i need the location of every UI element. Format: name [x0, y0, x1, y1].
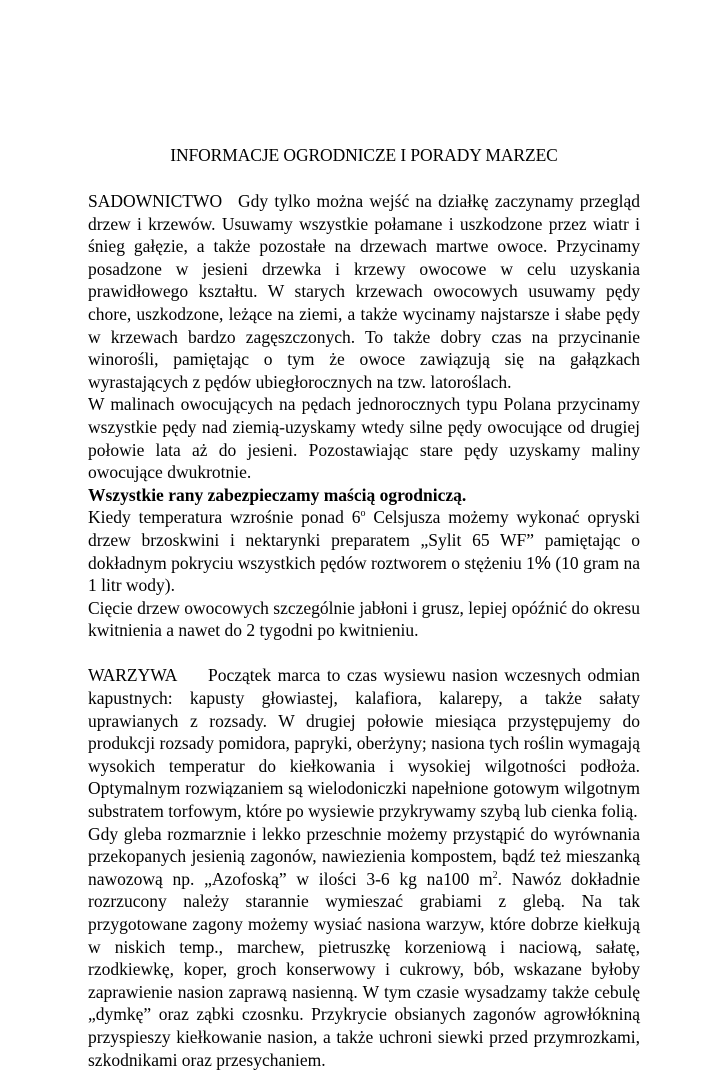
warzywa-text-2b: . Nawóz dokładnie rozrzucony należy starannie wymieszać grabiami z glebą. Na tak przygotowane zagony możemy wysiać nasiona warzyw, które dobrze kiełkują w niskich temp., marchew, pietruszkę korzeniową i naciową, sałatę, rzodkiewkę, koper, groch konserwowy i cukrowy, bób, wskazane byłoby zaprawienie nasion zaprawą nasienną. W tym czasie wysadzamy także cebulę „dymkę” oraz ząbki czosnku. Przykrycie obsianych zagonów agrowłókniną przyspieszy kiełkowanie nasion, a także uchroni siewki przed przymrozkami, szkodnikami oraz przesychaniem. [88, 868, 640, 1070]
warzywa-paragraph-2 [88, 823, 640, 1071]
sadownictwo-text-1: Gdy tylko można wejść na działkę zaczynamy przegląd drzew i krzewów. Usuwamy wszystkie połamane i uszkodzone przez wiatr i śnieg gałęzie, a także pozostałe na drzewach martwe owoce. Przycinamy posadzone w jesieni drzewka i krzewy owocowe w celu uzyskania prawidłowego kształtu. W starych krzewach owocowych usuwamy pędy chore, uszkodzone, leżące na ziemi, a także wycinamy najstarsze i słabe pędy w krzewach bardzo zagęszczonych. To także dobry czas na przycinanie winorośli, pamiętając o tym że owoce zawiązują się na gałązkach wyrastających z pędów ubiegłorocznych na tzw. latoroślach. [88, 191, 640, 392]
percent-sign: % [534, 552, 551, 573]
section-heading-sadownictwo: SADOWNICTWO [88, 191, 223, 211]
warzywa-paragraph-1 [88, 664, 640, 822]
sadownictwo-bold-note: Wszystkie rany zabezpieczamy maścią ogrodniczą. [88, 484, 467, 505]
degree-superscript: o [360, 508, 366, 520]
section-heading-warzywa: WARZYWA [88, 665, 178, 686]
warzywa-text-1: Początek marca to czas wysiewu nasion wczesnych odmian kapustnych: kapusty głowiastej, kalafiora, kalarepy, a także sałaty uprawianych z rozsady. W drugiej połowie miesiąca przystępujemy do produkcji rozsady pomidora, papryki, oberżyny; nasiona tych roślin wymagają wysokich temperatur do kiełkowania i wysokiej wilgotności podłoża. Optymalnym rozwiązaniem są wielodoniczki napełnione gotowym wilgotnym substratem torfowym, które po wysiewie przykrywamy szybą lub cienka folią. [88, 665, 640, 822]
sadownictwo-paragraph-2: W malinach owocujących na pędach jednorocznych typu Polana przycinamy wszystkie pędy nad ziemią-uzyskamy wtedy silne pędy owocujące od drugiej połowie lata aż do jesieni. Pozostawiając stare pędy uzyskamy maliny owocujące dwukrotnie. [88, 394, 640, 483]
sadownictwo-text-3a: Kiedy temperatura wzrośnie ponad 6 [88, 507, 361, 528]
sadownictwo-paragraph-3 [88, 506, 640, 596]
warzywa-text-2a: Gdy gleba rozmarznie i lekko przeschnie możemy przystąpić do wyrównania przekopanych jesienią zagonów, nawiezienia kompostem, bądź też mieszanką nawozową np. „Azofoską” w ilości 3-6 kg na100 m [88, 823, 640, 889]
page-title: INFORMACJE OGRODNICZE I PORADY MARZEC [170, 145, 558, 165]
sadownictwo-text-3b: Celsjusza możemy wykonać opryski drzew brzoskwini i nektarynki preparatem „Sylit 65 WF” pamiętając o dokładnym pokryciu wszystkich pędów roztworem o stężeniu 1 [88, 507, 640, 573]
squared-superscript: 2 [492, 869, 498, 881]
sadownictwo-paragraph-4: Cięcie drzew owocowych szczególnie jabłoni i grusz, lepiej opóźnić do okresu kwitnienia a nawet do 2 tygodni po kwitnieniu. [88, 597, 640, 641]
document-body [88, 190, 640, 1071]
section-spacer [88, 642, 640, 665]
sadownictwo-paragraph-1 [88, 190, 640, 393]
sadownictwo-text-3c: (10 gram na 1 litr wody). [88, 552, 640, 596]
